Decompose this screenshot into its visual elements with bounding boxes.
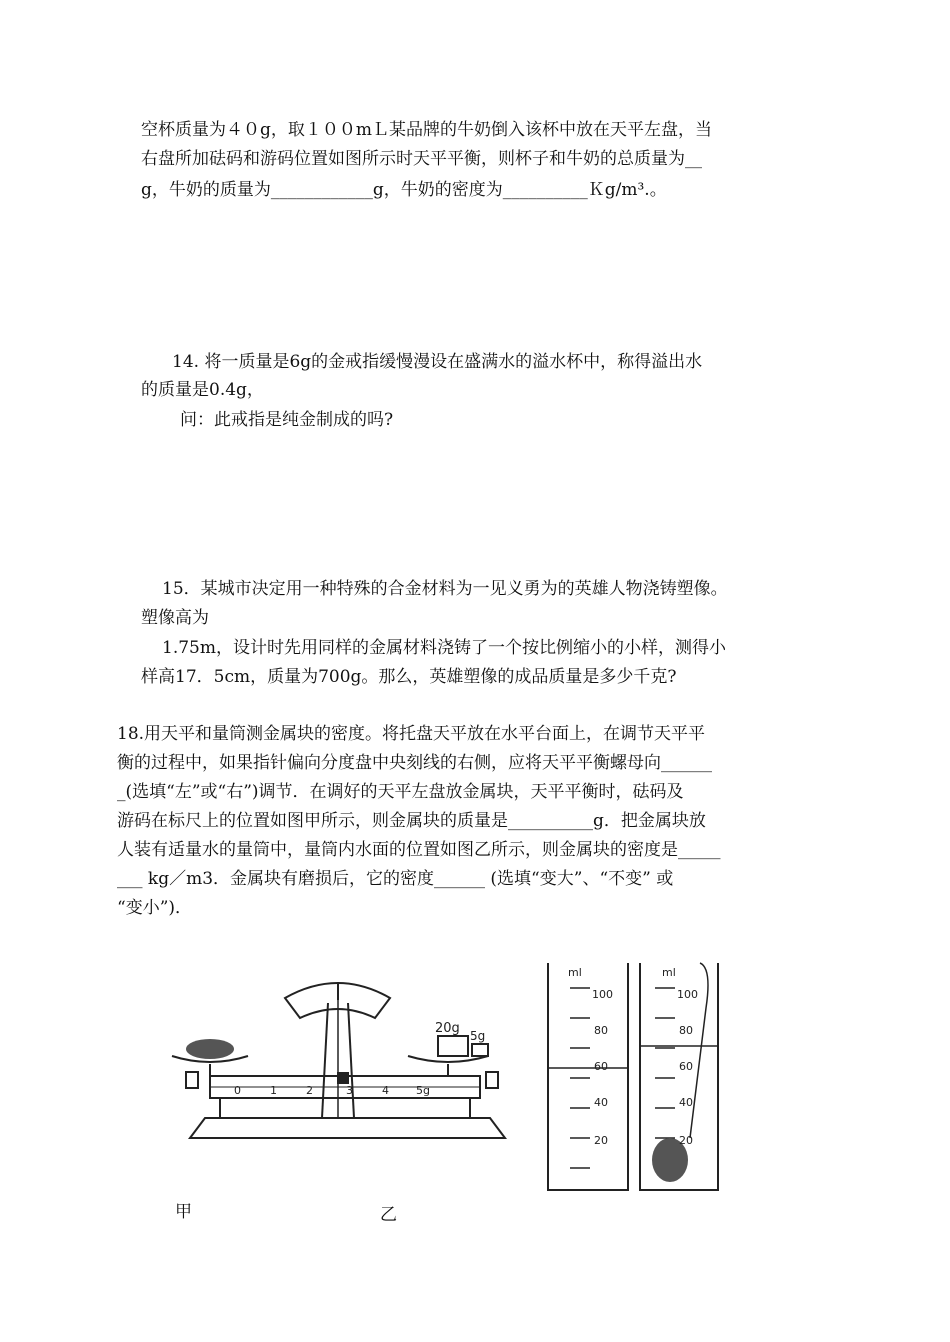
cylinder-before-ticks bbox=[570, 988, 590, 1168]
cyl1-tick-40: 40 bbox=[594, 1096, 608, 1109]
scale-tick-0: 0 bbox=[234, 1084, 241, 1097]
p13-line1: 空杯质量为４０g，取１００mＬ某品牌的牛奶倒入该杯中放在天平左盘，当 bbox=[141, 120, 713, 140]
cyl2-tick-100: 100 bbox=[677, 988, 698, 1001]
cyl2-tick-40: 40 bbox=[679, 1096, 693, 1109]
p18-line2: 衡的过程中，如果指针偏向分度盘中央刻线的右侧，应将天平平衡螺母向______ bbox=[117, 753, 712, 773]
balance-base bbox=[190, 1118, 505, 1138]
cyl1-tick-20: 20 bbox=[594, 1134, 608, 1147]
figure-balance-and-cylinders bbox=[150, 948, 790, 1198]
right-balance-nut bbox=[486, 1072, 498, 1088]
p14-line1: 14. 将一质量是6g的金戒指缓慢漫设在盛满水的溢水杯中，称得溢出水 bbox=[172, 352, 703, 372]
p15-line3: 1.75m，设计时先用同样的金属材料浇铸了一个按比例缩小的小样，测得小 bbox=[162, 638, 726, 658]
cylinder-before bbox=[548, 963, 628, 1190]
scale-tick-3: 3 bbox=[346, 1084, 353, 1097]
metal-block bbox=[186, 1039, 234, 1059]
left-balance-nut bbox=[186, 1072, 198, 1088]
p18-line6: ___ kg／m3．金属块有磨损后，它的密度______ (选填“变大”、“不变” 或 bbox=[117, 869, 674, 889]
figure-svg bbox=[150, 948, 790, 1198]
caption-jia: 甲 bbox=[175, 1202, 192, 1222]
cyl2-tick-60: 60 bbox=[679, 1060, 693, 1073]
p15-line4: 样高17．5cm，质量为700g。那么，英雄塑像的成品质量是多少千克? bbox=[141, 667, 677, 687]
p15-line2: 塑像高为 bbox=[141, 608, 209, 628]
balance-drawing bbox=[172, 982, 505, 1138]
scale-tick-labels bbox=[234, 1084, 430, 1097]
cylinder-before-labels bbox=[568, 966, 613, 1147]
p18-line3: _(选填“左”或“右”)调节．在调好的天平左盘放金属块，天平平衡时，砝码及 bbox=[117, 782, 684, 802]
p15-line1: 15．某城市决定用一种特殊的合金材料为一见义勇为的英雄人物浇铸塑像。 bbox=[162, 579, 728, 599]
p14-line2: 的质量是0.4g， bbox=[141, 380, 264, 400]
cylinder-before-unit: ml bbox=[568, 966, 582, 979]
scale-tick-2: 2 bbox=[306, 1084, 313, 1097]
scale-tick-5g: 5g bbox=[416, 1084, 430, 1097]
p18-line4: 游码在标尺上的位置如图甲所示，则金属块的质量是__________g．把金属块放 bbox=[117, 811, 706, 831]
cylinder-before-outline bbox=[548, 963, 628, 1190]
p18-line7: “变小”)． bbox=[117, 898, 193, 918]
weight-20g-label: 20g bbox=[435, 1021, 460, 1036]
p13-line3: g，牛奶的质量为____________g，牛奶的密度为__________Ｋg/m³.。 bbox=[141, 180, 667, 200]
p18-line5: 人装有适量水的量筒中，量筒内水面的位置如图乙所示，则金属块的密度是_____ bbox=[117, 840, 721, 860]
cyl1-tick-60: 60 bbox=[594, 1060, 608, 1073]
cyl1-tick-80: 80 bbox=[594, 1024, 608, 1037]
p14-line3: 问：此戒指是纯金制成的吗? bbox=[180, 410, 394, 430]
scale-tick-4: 4 bbox=[382, 1084, 389, 1097]
cyl2-tick-20: 20 bbox=[679, 1134, 693, 1147]
p13-line2: 右盘所加砝码和游码位置如图所示时天平平衡，则杯子和牛奶的总质量为__ bbox=[141, 149, 702, 169]
rider bbox=[338, 1073, 348, 1083]
weight-5g-label: 5g bbox=[470, 1029, 486, 1043]
balance-column-left bbox=[322, 1003, 328, 1118]
cylinder-after-unit: ml bbox=[662, 966, 676, 979]
weight-5g bbox=[472, 1044, 488, 1056]
cyl2-tick-80: 80 bbox=[679, 1024, 693, 1037]
p18-line1: 18.用天平和量筒测金属块的密度。将托盘天平放在水平台面上，在调节天平平 bbox=[117, 724, 706, 744]
cyl1-tick-100: 100 bbox=[592, 988, 613, 1001]
weight-20g bbox=[438, 1036, 468, 1056]
scale-tick-1: 1 bbox=[270, 1084, 277, 1097]
caption-yi: 乙 bbox=[380, 1205, 397, 1225]
balance-column-right bbox=[348, 1003, 354, 1118]
